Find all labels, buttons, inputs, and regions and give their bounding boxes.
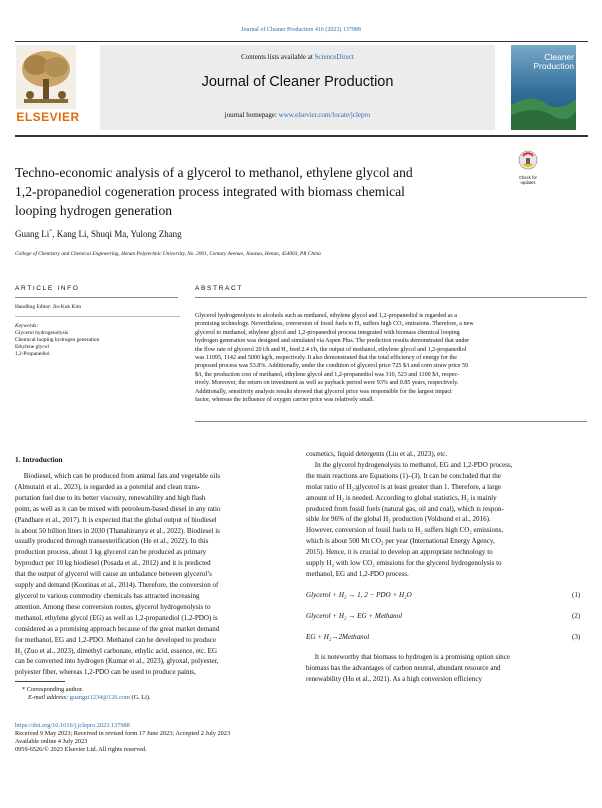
author[interactable]: Shuqi Ma: [91, 229, 127, 239]
author[interactable]: Yulong Zhang: [130, 229, 182, 239]
title-line-1: Techno-economic analysis of a glycerol to methanol, ethylene glycol and: [15, 165, 413, 180]
abstract-rule: [195, 297, 587, 298]
intro-line: Biodiesel, which can be produced from animal fats and vegetable oils: [15, 472, 221, 480]
copyright: 0959-6526/© 2023 Elsevier Ltd. All rights reserved.: [15, 746, 147, 753]
introduction-heading: 1. Introduction: [15, 455, 63, 464]
abstract-line: hydrogen generation was designed and simulated via Aspen Plus. The prediction results demonstrated that under: [195, 338, 470, 345]
intro-left-column: [15, 471, 298, 678]
intro-line: supply and demand (Koutinas et al., 2014). Therefore, the conversion of: [15, 581, 219, 590]
intro-line: renewability (Hu et al., 2021). As a high conversion efficiency: [306, 674, 482, 683]
corresponding-author-note: * Corresponding author.: [22, 686, 84, 693]
cover-title-line2: Production: [533, 61, 574, 71]
available-online: Available online 4 July 2023: [15, 738, 88, 745]
contents-line: [100, 53, 495, 61]
email-suffix: (G. Li).: [129, 694, 151, 701]
equation-3: EG + H₂→2Methanol: [306, 633, 370, 641]
intro-line: (Almutairi et al., 2023), is regarded as a potential and clean trans-: [15, 482, 201, 491]
abstract-line: Glycerol hydrogenolysis to alcohols such as methanol, ethylene glycol and 1,2-propanediol is regarded as a: [195, 313, 457, 319]
article-info-rule: [15, 297, 178, 298]
intro-line: glycerol to various commodity chemicals has attracted increasing: [15, 591, 200, 600]
intro-line: the main reactions are Equations (1)–(3). It can be concluded that the: [306, 471, 501, 480]
journal-citation[interactable]: Journal of Cleaner Production 416 (2023) 137988: [241, 27, 361, 33]
check-label-2: updates: [520, 180, 536, 185]
intro-line: methanol, EG and 1,2-PDO process.: [306, 569, 409, 578]
contents-prefix: Contents lists available at: [241, 53, 315, 61]
abstract-text: [195, 312, 587, 404]
abstract-heading: ABSTRACT: [195, 285, 243, 292]
abstract-line: proposed process was 53.8%. Additionally, under the condition of glycerol price 725 $/t and corn straw price 59: [195, 363, 469, 370]
check-updates-label: [513, 175, 543, 185]
intro-line: can be converted into hydrogen (Kumar et al., 2023), glyoxal, polyester,: [15, 657, 219, 666]
article-title: [15, 163, 495, 220]
intro-line: that the output of glycerol will cause an unbalance between glycerol’s: [15, 570, 212, 579]
intro-line: molar ratio of H₂:glycerol is at least greater than 1. Therefore, a large: [306, 482, 502, 491]
intro-line: H₂ (Zuo et al., 2023), dimethyl carbonate, ethylic acid, essence, etc. EG: [15, 646, 218, 655]
title-line-2: 1,2-propanediol cogeneration process integrated with biomass chemical: [15, 184, 405, 199]
journal-title: Journal of Cleaner Production: [201, 74, 394, 90]
intro-line: In the glycerol hydrogenolysis to methanol, EG and 1,2-PDO process,: [306, 460, 513, 469]
intro-line: production process, about 1 kg glycerol can be produced as primary: [15, 548, 207, 557]
intro-line: polyester fiber, whereas 1,2-PDO can be used to produce paints,: [15, 668, 196, 677]
keyword: Glycerol hydrogenolysis: [15, 330, 69, 336]
abstract-bottom-rule: [195, 421, 587, 422]
abstract-line: the flow rate of glycerol 20 t/h and H₂ feed 2.4 t/h, the output of methanol, ethylene glycol and 1,2-propanediol: [195, 346, 467, 353]
check-updates-icon: [513, 150, 543, 170]
corresponding-mark[interactable]: *: [49, 229, 53, 235]
info-divider: [15, 316, 180, 317]
abstract-line: promising technology. Nevertheless, conversion of fossil fuels to H₂ suffers high CO₂ emissions. Therefore, a new: [195, 321, 474, 328]
email-line: [22, 694, 151, 702]
affiliation: College of Chemistry and Chemical Engineering, Henan Polytechnic University, No. 2001, Century Avenue, Jiaozuo, Henan, 454003, PR China: [15, 251, 321, 257]
intro-line: point, as well as it can be mixed with petroleum-based diesel in any ratio: [15, 504, 221, 513]
abstract-line: $/t, the production cost of methanol, ethylene glycol and 1,2-propanediol was 310, 523 and 1100 $/t, respec-: [195, 371, 460, 378]
intro-line: supply H₂ with low CO₂ emissions for the glycerol hydrogenolysis to: [306, 559, 502, 568]
equation-1-number: (1): [572, 591, 581, 599]
intro-line: amount of H₂ is needed. According to global statistics, H₂ is mainly: [306, 493, 497, 502]
keywords-label: Keywords:: [15, 323, 39, 329]
intro-line: which is about 500 Mt CO₂ per year (International Energy Agency,: [306, 537, 495, 546]
check-for-updates-badge[interactable]: [513, 150, 543, 185]
article-info-block: [15, 304, 180, 358]
intro-line: usually produced through transesterification (He et al., 2022). In this: [15, 537, 209, 546]
intro-line: sible for 96% of the global H₂ production (Voldsund et al., 2016).: [306, 515, 491, 524]
abstract-line: Additionally, sensitivity analysis results showed that glycerol price was responsible for the largest impact: [195, 388, 452, 395]
equation-2: Glycerol + H₂ → EG + Methanol: [306, 612, 403, 620]
homepage-prefix: journal homepage:: [224, 111, 279, 119]
intro-line: However, conversion of fossil fuels to H₂ suffers high CO₂ emissions,: [306, 526, 504, 535]
header-top-rule: [15, 41, 588, 42]
intro-line: considered as a promising approach because of the great market demand: [15, 624, 220, 633]
intro-line: biomass has the advantages of carbon neutral, abundant resource and: [306, 663, 501, 672]
article-footer: [15, 722, 230, 754]
intro-right-column-bottom: [306, 652, 587, 685]
intro-line: (Pandhare et al., 2017). It is expected that the global output of biodiesel: [15, 515, 217, 524]
keyword: 1,2-Propanediol: [15, 351, 50, 357]
email-label: E-mail address:: [28, 694, 70, 701]
author[interactable]: Kang Li: [56, 229, 87, 239]
cover-title: [516, 53, 574, 71]
sciencedirect-link[interactable]: ScienceDirect: [314, 53, 354, 61]
abstract-line: was 11095, 1142 and 5000 kg/h, respectively. It also demonstrated that the total efficiency of energy for the: [195, 355, 457, 362]
author-email-link[interactable]: guangzi1234@126.com: [69, 694, 130, 701]
journal-homepage: [100, 111, 495, 119]
received-dates: Received 9 May 2023; Received in revised form 17 June 2023; Accepted 2 July 2023: [15, 730, 231, 737]
check-label-1: Check for: [519, 175, 537, 180]
intro-line: 2015). Hence, it is crucial to develop an appropriate technology to: [306, 548, 493, 557]
abstract-line: factor, whereas the influence of oxygen carrier price was relatively small.: [195, 397, 375, 404]
footnote: [22, 686, 151, 702]
intro-right-column-top: [306, 449, 587, 580]
equation-3-number: (3): [572, 633, 581, 641]
abstract-line: tively. Moreover, the return on investment as well as payback period were 93% and 0.85 years, respectively.: [195, 380, 459, 387]
intro-line: attention. Among these conversion routes, glycerol hydrogenolysis to: [15, 602, 211, 611]
intro-line: is about 50 billion liters in 2030 (Thanahiranya et al., 2022). Biodiesel is: [15, 526, 220, 535]
keyword: Ethylene glycol: [15, 344, 49, 350]
author[interactable]: Guang Li: [15, 229, 50, 239]
intro-line: produced from fossil fuels (natural gas, oil and coal), which is respon-: [306, 504, 504, 513]
footnote-rule: [15, 681, 65, 682]
author-list: Guang Li*, Kang Li, Shuqi Ma, Yulong Zhang: [15, 229, 182, 239]
intro-line: for methanol, EG and 1,2-PDO. Methanol can be developed to produce: [15, 635, 216, 644]
handling-editor: Handling Editor: Jin-Kuk Kim: [15, 304, 82, 310]
article-info-heading: ARTICLE INFO: [15, 285, 80, 292]
cover-title-line1: Cleaner: [544, 52, 574, 62]
doi-link[interactable]: https://doi.org/10.1016/j.jclepro.2023.137988: [15, 722, 130, 729]
homepage-link[interactable]: www.elsevier.com/locate/jclepro: [278, 111, 371, 119]
equation-1: Glycerol + H₂ → 1, 2 − PDO + H₂O: [306, 591, 412, 599]
intro-line: byproduct per 10 kg biodiesel (Posada et al., 2012) and it is predicted: [15, 559, 211, 568]
intro-line: methanol, ethylene glycol (EG) as well as 1,2-propanediol (1,2-PDO) is: [15, 613, 218, 622]
intro-line: It is noteworthy that biomass to hydrogen is a promising option since: [306, 653, 510, 661]
intro-line: portation fuel due to its better viscosity, renewability and high flash: [15, 493, 206, 502]
title-line-3: looping hydrogen generation: [15, 203, 173, 218]
abstract-line: glycerol to methanol, ethylene glycol and 1,2-propanediol process integrated with biomass chemical looping: [195, 329, 460, 336]
intro-line: cosmetics, liquid detergents (Liu et al., 2023), etc.: [306, 450, 448, 458]
equation-2-number: (2): [572, 612, 581, 620]
keyword: Chemical looping hydrogen generation: [15, 337, 100, 343]
elsevier-wordmark: ELSEVIER: [16, 110, 80, 124]
header-bottom-rule: [15, 135, 588, 137]
